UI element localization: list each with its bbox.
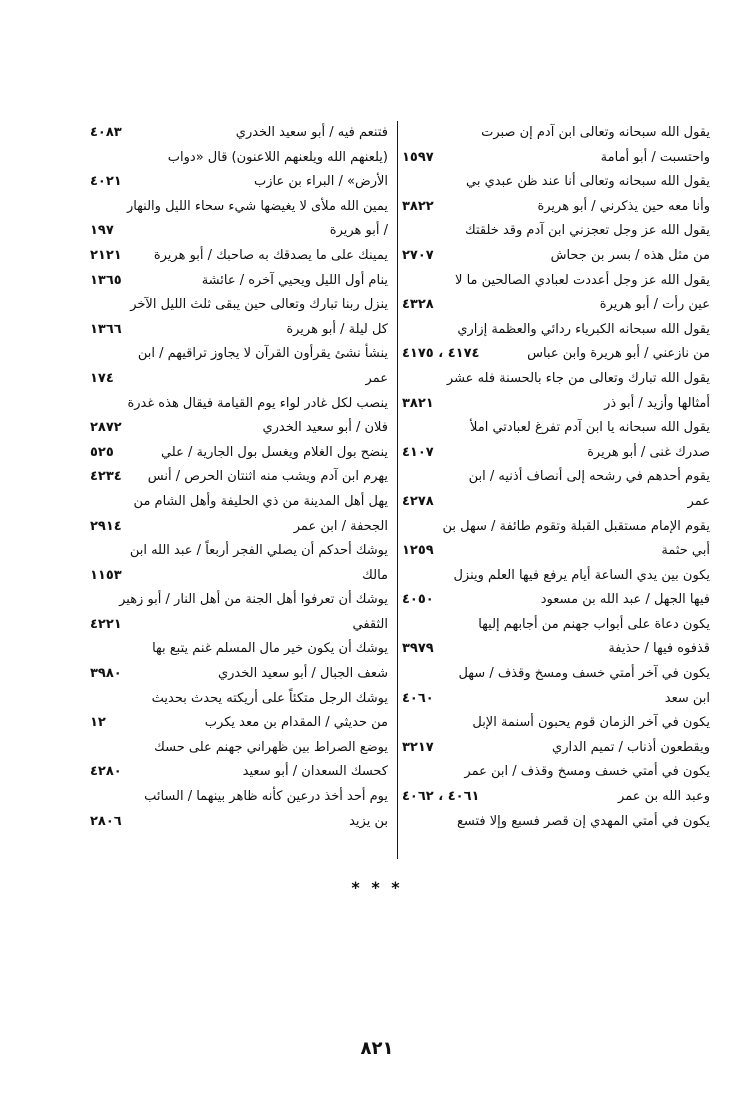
index-entry-line [90, 711, 388, 736]
hadith-number: ١٣٦٥ [90, 272, 122, 288]
index-entry-line [402, 392, 710, 417]
entry-text: من حديثي / المقدام بن معد يكرب [204, 715, 388, 731]
entry-text: الجحفة / ابن عمر [293, 518, 388, 534]
entry-text: من مثل هذه / بسر بن جحاش [550, 247, 710, 263]
hadith-number: ٢٧٠٧ [402, 247, 434, 263]
hadith-number: ١٢ [90, 715, 106, 731]
column-divider [397, 121, 398, 859]
index-entry-line [90, 416, 388, 441]
entry-text: كل ليلة / أبو هريرة [286, 321, 388, 337]
hadith-number: ١٢٥٩ [402, 543, 434, 559]
entry-text: ابن سعد [664, 690, 710, 706]
entry-text: ينشأ نشئ يقرأون القرآن لا يجاوز تراقيهم / ابن [137, 346, 388, 362]
entry-text: يقول الله تبارك وتعالى من جاء بالحسنة فله عشر [446, 370, 710, 386]
index-entry-line [90, 367, 388, 392]
hadith-number: ٤٠٢١ [90, 174, 122, 190]
index-column-left [90, 121, 388, 834]
hadith-number: ٤٢٨٠ [90, 764, 122, 780]
index-entry-line [90, 465, 388, 490]
index-entry-line [90, 810, 388, 835]
index-entry-line [90, 121, 388, 146]
entry-text: يقول الله سبحانه وتعالى ابن آدم إن صبرت [481, 125, 710, 140]
index-entry-line [90, 146, 388, 171]
index-entry-line [90, 613, 388, 638]
index-entry-line [90, 785, 388, 810]
hadith-number: ٤٠٦١ ، ٤٠٦٢ [402, 789, 480, 805]
hadith-number: ١٥٩٧ [402, 149, 434, 165]
entry-text: الثقفي [352, 616, 388, 632]
index-entry-line [90, 687, 388, 712]
entry-text: يكون في آخر الزمان قوم يحبون أسنمة الإبل [472, 715, 710, 731]
index-entry-line [90, 760, 388, 785]
index-entry-line [402, 342, 710, 367]
index-entry-line [90, 736, 388, 761]
index-entry-line [402, 441, 710, 466]
index-entry-line [90, 441, 388, 466]
hadith-number: ٣٩٧٩ [402, 641, 434, 657]
index-entry-line [90, 539, 388, 564]
entry-text: يقول الله سبحانه وتعالى أنا عند ظن عبدي بي [465, 174, 710, 190]
entry-text: واحتسبت / أبو أمامة [600, 149, 710, 165]
entry-text: يهرم ابن آدم ويشب منه اثنتان الحرص / أنس [147, 469, 388, 485]
hadith-number: ٣٩٨٠ [90, 666, 122, 682]
hadith-number: ١٧٤ [90, 370, 114, 386]
index-entry-line [90, 342, 388, 367]
entry-text: يمينك على ما يصدقك به صاحبك / أبو هريرة [153, 247, 388, 263]
entry-text: وعبد الله بن عمر [618, 789, 710, 805]
entry-text: كحسك السعدان / أبو سعيد [242, 764, 388, 780]
entry-text: يكون في أمتي المهدي إن قصر فسبع وإلا فتسع [456, 813, 710, 829]
entry-text: عمر [365, 370, 388, 386]
index-entry-line [90, 515, 388, 540]
entry-text: ويقطعون أذناب / تميم الداري [552, 739, 710, 755]
entry-text: ينزل ربنا تبارك وتعالى حين يبقى ثلث الليل الآخر [130, 297, 388, 313]
index-entry-line [90, 244, 388, 269]
index-entry-line [90, 392, 388, 417]
hadith-number: ١٣٦٦ [90, 321, 122, 337]
index-entry-line [402, 244, 710, 269]
hadith-number: ٢٨٠٦ [90, 813, 122, 829]
entry-text: ينصب لكل غادر لواء يوم القيامة فيقال هذه غدرة [127, 395, 388, 411]
entry-text: يوشك أحدكم أن يصلي الفجر أربعاً / عبد الله ابن [129, 543, 388, 559]
index-entry-line [402, 736, 710, 761]
index-entry-line [402, 564, 710, 589]
index-entry-line [90, 170, 388, 195]
index-entry-line [402, 613, 710, 638]
hadith-number: ٤٠٦٠ [402, 690, 434, 706]
entry-text: يوم أحد أخذ درعين كأنه ظاهر بينهما / السائب [144, 789, 388, 805]
index-entry-line [90, 588, 388, 613]
entry-text: صدرك غنى / أبو هريرة [587, 444, 710, 460]
hadith-number: ١٩٧ [90, 223, 114, 239]
entry-text: قذفوه فيها / حذيفة [608, 641, 710, 657]
index-entry-line [402, 785, 710, 810]
entry-text: يوشك الرجل متكئاً على أريكته يحدث بحديث [151, 690, 388, 706]
index-entry-line [402, 637, 710, 662]
index-entry-line [402, 810, 710, 835]
index-entry-line [402, 367, 710, 392]
index-entry-line [402, 711, 710, 736]
index-entry-line [90, 637, 388, 662]
index-entry-line [402, 465, 710, 490]
hadith-number: ٣٨٢٢ [402, 198, 434, 214]
index-entry-line [90, 564, 388, 589]
entry-text: أبي حثمة [661, 543, 710, 559]
entry-text: فيها الجهل / عبد الله بن مسعود [540, 592, 710, 608]
index-entry-line [402, 219, 710, 244]
hadith-number: ٣٨٢١ [402, 395, 434, 411]
index-entry-line [90, 293, 388, 318]
page-number: ٨٢١ [360, 1038, 394, 1059]
hadith-number: ٤٠٥٠ [402, 592, 434, 608]
hadith-number: ٥٢٥ [90, 444, 114, 460]
hadith-number: ٤١٧٤ ، ٤١٧٥ [402, 346, 480, 362]
entry-text: يقوم أحدهم في رشحه إلى أنصاف أذنيه / ابن [468, 469, 710, 485]
hadith-number: ٤٢٢١ [90, 616, 122, 632]
index-entry-line [402, 318, 710, 343]
entry-text: / أبو هريرة [329, 223, 388, 239]
entry-text: يمين الله ملأى لا يغيضها شيء سحاء الليل والنهار [126, 198, 388, 214]
hadith-number: ٤٣٢٨ [402, 297, 434, 313]
hadith-number: ٤٢٧٨ [402, 493, 434, 509]
entry-text: يكون في آخر أمتي خسف ومسخ وقذف / سهل [458, 666, 710, 682]
entry-text: عين رأت / أبو هريرة [599, 297, 710, 313]
hadith-number: ٢١٢١ [90, 247, 122, 263]
entry-text: يقول الله عز وجل تعجزني ابن آدم وقد خلقتك [465, 223, 710, 239]
hadith-number: ١١٥٣ [90, 567, 122, 583]
entry-text: من نازعني / أبو هريرة وابن عباس [527, 346, 710, 362]
entry-text: شعف الجبال / أبو سعيد الخدري [217, 666, 388, 682]
entry-text: يكون دعاة على أبواب جهنم من أجابهم إليها [478, 616, 710, 632]
entry-text: (يلعنهم الله ويلعنهم اللاعنون) قال «دواب [167, 149, 388, 165]
index-entry-line [402, 687, 710, 712]
entry-text: يوشك أن تعرفوا أهل الجنة من أهل النار / أبو زهير [119, 592, 388, 608]
hadith-number: ٤٠٨٣ [90, 125, 122, 140]
index-entry-line [402, 293, 710, 318]
entry-text: فلان / أبو سعيد الخدري [262, 420, 388, 436]
index-entry-line [402, 195, 710, 220]
entry-text: وأنا معه حين يذكرني / أبو هريرة [537, 198, 710, 214]
section-separator: * * * [351, 878, 403, 897]
entry-text: مالك [362, 567, 388, 583]
hadith-number: ٤٢٣٤ [90, 469, 122, 485]
index-entry-line [402, 490, 710, 515]
index-entry-line [90, 195, 388, 220]
entry-text: يكون في أمتي خسف ومسخ وقذف / ابن عمر [464, 764, 710, 780]
index-entry-line [402, 662, 710, 687]
index-entry-line [90, 219, 388, 244]
entry-text: يهل أهل المدينة من ذي الحليفة وأهل الشام من [133, 493, 388, 509]
entry-text: فتنعم فيه / أبو سعيد الخدري [235, 125, 388, 140]
entry-text: يقول الله عز وجل أعددت لعبادي الصالحين ما لا [455, 272, 710, 288]
index-entry-line [90, 269, 388, 294]
entry-text: يوشك أن يكون خير مال المسلم غنم يتبع بها [152, 641, 388, 657]
entry-text: يكون بين يدي الساعة أيام يرفع فيها العلم وينزل [453, 567, 710, 583]
index-entry-line [402, 121, 710, 146]
hadith-number: ٣٢١٧ [402, 739, 434, 755]
index-entry-line [90, 662, 388, 687]
index-entry-line [402, 146, 710, 171]
index-entry-line [402, 515, 710, 540]
entry-text: بن يزيد [349, 813, 388, 829]
index-entry-line [90, 318, 388, 343]
hadith-number: ٢٩١٤ [90, 518, 122, 534]
index-entry-line [402, 760, 710, 785]
index-entry-line [402, 170, 710, 195]
index-entry-line [90, 490, 388, 515]
index-column-right [402, 121, 710, 834]
entry-text: يقوم الإمام مستقبل القبلة وتقوم طائفة / سهل بن [442, 518, 710, 534]
hadith-number: ٤١٠٧ [402, 444, 434, 460]
entry-text: يوضع الصراط بين ظهراني جهنم على حسك [154, 739, 388, 755]
index-entry-line [402, 539, 710, 564]
entry-text: أمثالها وأزيد / أبو ذر [604, 395, 710, 411]
hadith-number: ٢٨٧٢ [90, 420, 122, 436]
index-entry-line [402, 269, 710, 294]
entry-text: ينضح بول الغلام ويغسل بول الجارية / علي [160, 444, 388, 460]
entry-text: يقول الله سبحانه يا ابن آدم تفرغ لعبادتي املأ [470, 420, 710, 436]
entry-text: ينام أول الليل ويحيي آخره / عائشة [201, 272, 388, 288]
entry-text: عمر [687, 493, 710, 509]
entry-text: يقول الله سبحانه الكبرياء ردائي والعظمة إزاري [457, 321, 710, 337]
entry-text: الأرض» / البراء بن عازب [253, 174, 388, 190]
index-entry-line [402, 416, 710, 441]
index-entry-line [402, 588, 710, 613]
